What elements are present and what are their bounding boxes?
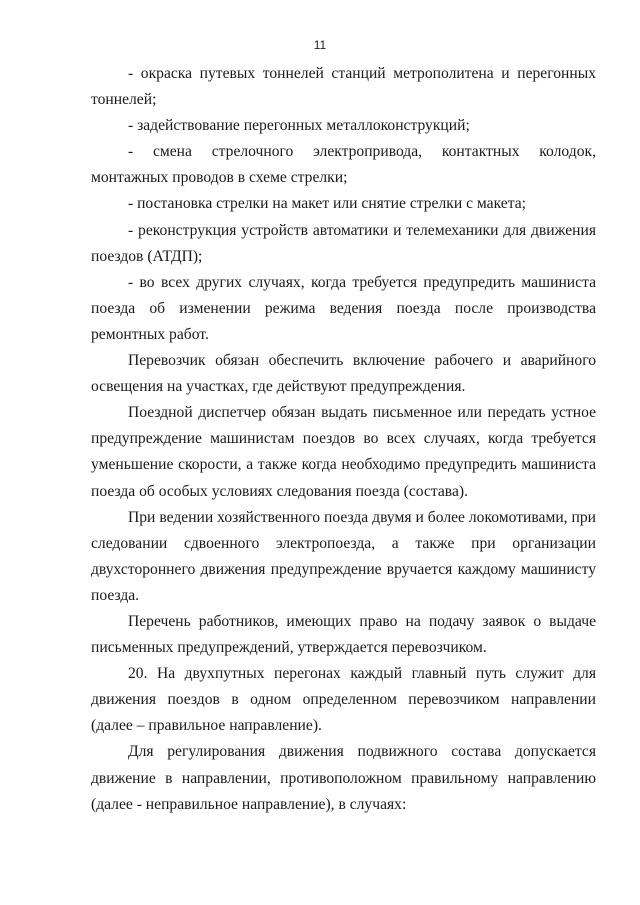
list-item-switch-drive-replacement: - смена стрелочного электропривода, контактных колодок, монтажных проводов в схеме стрелки;	[91, 143, 596, 187]
paragraph-wrong-direction: Для регулирования движения подвижного состава допускается движение в направлении, противоположном правильному направлению (далее - неправильное направление), в случаях:	[91, 743, 596, 813]
list-item-switch-mockup: - постановка стрелки на макет или снятие стрелки с макета;	[128, 195, 526, 213]
page-number: 11	[313, 38, 327, 52]
list-item-tunnel-painting: - окраска путевых тоннелей станций метрополитена и перегонных тоннелей;	[91, 65, 596, 109]
paragraph-section-20: 20. На двухпутных перегонах каждый главный путь служит для движения поездов в одном определенном перевозчиком направлении (далее – правильное направление).	[91, 665, 596, 735]
paragraph-warning-requests: Перечень работников, имеющих право на подачу заявок о выдаче письменных предупреждений, утверждается перевозчиком.	[91, 612, 596, 657]
paragraph-dispatcher-warnings: Поездной диспетчер обязан выдать письменное или передать устное предупреждение машинистам поездов во всех случаях, когда требуется уменьшение скорости, а также когда необходимо предупредить машиниста поезда об особых условиях следования поезда (состава).	[91, 404, 596, 500]
document-body	[91, 61, 596, 818]
list-item-metal-structures: - задействование перегонных металлоконструкций;	[128, 117, 470, 135]
paragraph-multiple-locomotives: При ведении хозяйственного поезда двумя и более локомотивами, при следовании сдвоенного электропоезда, а также при организации двухстороннего движения предупреждение вручается каждому машинисту поезда.	[91, 508, 596, 604]
list-item-other-cases: - во всех других случаях, когда требуется предупредить машиниста поезда об изменении режима ведения поезда после производства ремонтных работ.	[91, 273, 596, 343]
list-item-atdp-reconstruction: - реконструкция устройств автоматики и телемеханики для движения поездов (АТДП);	[91, 221, 596, 265]
paragraph-lighting: Перевозчик обязан обеспечить включение рабочего и аварийного освещения на участках, где действуют предупреждения.	[91, 352, 596, 396]
